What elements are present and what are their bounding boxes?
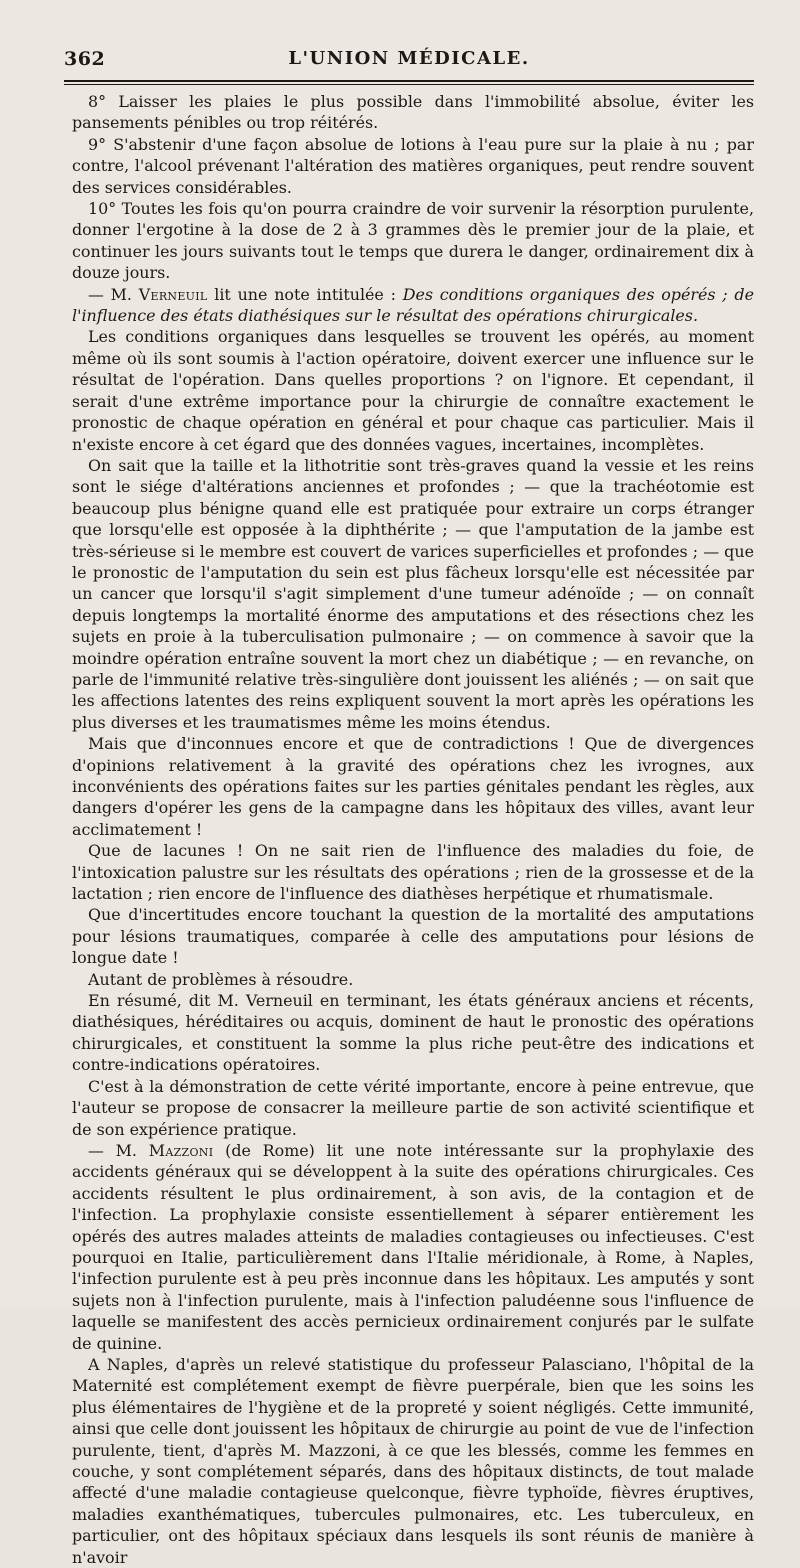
mazzoni-intro-rest: (de Rome) lit une note intéressante sur la prophylaxie des accidents généraux qui se développent à la suite des opérations chirurgicales. Ces accidents résultent le plus ordinairement, à son avis, de la contagion et de l'infection. La prophylaxie consiste essentiellement à séparer entièrement les opérés des autres malades atteints de maladies contagieuses ou infectieuses. C'est pourquoi en Italie, particulièrement dans l'Italie méridionale, à Rome, à Naples, l'infection purulente est à peu près inconnue dans les hôpitaux. Les amputés y sont sujets non à l'infection purulente, mais à l'infection paludéenne sous l'influence de laquelle se manifestent des accès pernicieux ordinairement conjurés par le sulfate de quinine. [72,1140,754,1353]
verneuil-paragraph-1: Les conditions organiques dans lesquelles se trouvent les opérés, au moment même où ils sont soumis à l'action opératoire, doivent exercer une influence sur le résultat de l'opération. Dans quelles proportions ? on l'ignore. Et cependant, il serait d'une extrême importance pour la chirurgie de connaître exactement le pronostic de chaque opération en général et pour chaque cas particulier. Mais il n'existe encore à cet égard que des données vagues, incertaines, incomplètes. [72,327,754,454]
verneuil-intro-prefix: — M. [88,284,139,304]
verneuil-paragraph-4: Que de lacunes ! On ne sait rien de l'influence des maladies du foie, de l'intoxication palustre sur les résultats des opérations ; rien de la grossesse et de la lactation ; rien encore de l'influence des diathèses herpétique et rhumatismale. [72,841,754,904]
mazzoni-paragraph-1 [72,1140,754,1354]
verneuil-paragraph-7: En résumé, dit M. Verneuil en terminant, les états généraux anciens et récents, diathésiques, héréditaires ou acquis, dominent de haut le pronostic des opérations chirurgicales, et constituent la somme la plus riche peut-être des indications et contre-indications opératoires. [72,991,754,1075]
verneuil-intro-mid: lit une note intitulée : [207,284,403,304]
verneuil-paragraph-3: Mais que d'inconnues encore et que de contradictions ! Que de divergences d'opinions relativement à la gravité des opérations chez les ivrognes, aux inconvénients des opérations faites sur les parties génitales pendant les règles, aux dangers d'opérer les gens de la campagne dans les hôpitaux des villes, avant leur acclimatement ! [72,734,754,839]
recommendation-9: 9° S'abstenir d'une façon absolue de lotions à l'eau pure sur la plaie à nu ; par contre, l'alcool prévenant l'altération des matières organiques, peut rendre souvent des services considérables. [72,134,754,197]
header-rule-thin [64,84,754,85]
note-title-verneuil: Des conditions organiques des opérés ; de l'influence des états diathésiques sur le résultat des opérations chirurgicales. [72,284,754,326]
recommendation-10: 10° Toutes les fois qu'on pourra craindre de voir survenir la résorption purulente, donner l'ergotine à la dose de 2 à 3 grammes dès le premier jour de la plaie, et continuer les jours suivants tout le temps que durera le danger, ordinairement dix à douze jours. [72,199,754,283]
verneuil-paragraph-2: On sait que la taille et la lithotritie sont très-graves quand la vessie et les reins sont le siége d'altérations anciennes et profondes ; — que la trachéotomie est beaucoup plus bénigne quand elle est pratiquée pour extraire un corps étranger que lorsqu'elle est opposée à la diphthérite ; — que l'amputation de la jambe est très-sérieuse si le membre est couvert de varices superficielles et profondes ; — que le pronostic de l'amputation du sein est plus fâcheux lorsqu'elle est nécessitée par un cancer que lorsqu'il s'agit simplement d'une tumeur adénoïde ; — on connaît depuis longtemps la mortalité énorme des amputations et des résections chez les sujets en proie à la tuberculisation pulmonaire ; — on commence à savoir que la moindre opération entraîne souvent la mort chez un diabétique ; — en revanche, on parle de l'immunité relative très-singulière dont jouissent les aliénés ; — on sait que les affections latentes des reins expliquent souvent la mort après les opérations les plus diverses et les traumatismes même les moins étendus. [72,455,754,732]
mazzoni-paragraph-2: A Naples, d'après un relevé statistique du professeur Palasciano, l'hôpital de la Maternité est complétement exempt de fièvre puerpérale, bien que les soins les plus élémentaires de l'hygiène et de la propreté y soient négligés. Cette immunité, ainsi que celle dont jouissent les hôpitaux de chirurgie au point de vue de l'infection purulente, tient, d'après M. Mazzoni, à ce que les blessés, comme les femmes en couche, y sont complétement séparés, dans des hôpitaux distincts, de tout malade affecté d'une maladie contagieuse quelconque, fièvre typhoïde, fièvres éruptives, maladies exanthématiques, tubercules pulmonaires, etc. Les tuberculeux, en particulier, ont des hôpitaux spéciaux dans lesquels ils sont réunis de manière à n'avoir [72,1354,754,1567]
header-rule [64,80,754,82]
article-body [72,91,754,1568]
journal-title: L'UNION MÉDICALE. [288,48,530,69]
verneuil-paragraph-6: Autant de problèmes à résoudre. [88,969,354,989]
page-header [64,44,754,78]
mazzoni-intro-prefix: — M. [88,1140,149,1160]
page-number: 362 [64,48,106,70]
verneuil-paragraph-8: C'est à la démonstration de cette vérité importante, encore à peine entrevue, que l'auteur se propose de consacrer la meilleure partie de son activité scientifique et de son expérience pratique. [72,1076,754,1139]
verneuil-intro [72,284,754,327]
verneuil-paragraph-5: Que d'incertitudes encore touchant la question de la mortalité des amputations pour lésions traumatiques, comparée à celle des amputations pour lésions de longue date ! [72,905,754,968]
author-name-verneuil: Verneuil [138,284,208,304]
author-name-mazzoni: Mazzoni [148,1140,214,1160]
recommendation-8: 8° Laisser les plaies le plus possible dans l'immobilité absolue, éviter les pansements pénibles ou trop réitérés. [72,92,754,133]
